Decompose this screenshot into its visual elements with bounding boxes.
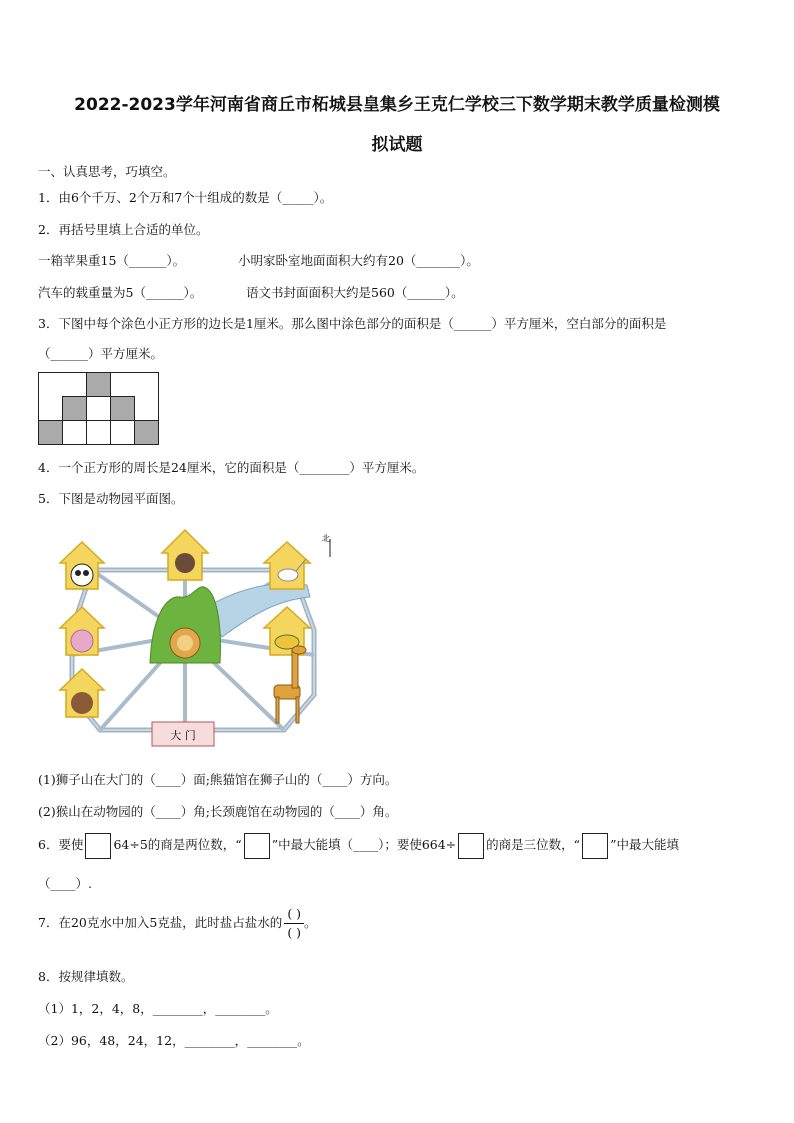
shaded-grid-figure [38,372,160,446]
blank-box[interactable] [582,833,608,859]
monkey-icon [71,692,93,714]
question-8-sub2: （2）96，48，24，12，________，________。 [38,1033,310,1048]
question-7 [38,905,317,942]
question-2-stem: 2．再括号里填上合适的单位。 [38,222,209,237]
doc-title-line2: 拟试题 [371,135,423,155]
fraction-denominator: ( ) [287,925,302,940]
question-8-stem: 8．按规律填数。 [38,969,134,984]
q6-part3: ”中最大能填（____）；要使664÷ [271,837,457,852]
question-3-line1: 3．下图中每个涂色小正方形的边长是1厘米。那么图中涂色部分的面积是（______）平方厘米，空白部分的面积是 [38,316,667,331]
fraction-blank[interactable] [284,905,304,942]
question-1: 1．由6个千万、2个万和7个十组成的数是（_____）。 [38,190,333,205]
gorilla-icon [175,553,195,573]
zoo-map-figure [52,525,342,757]
question-2-b: 小明家卧室地面面积大约有20（_______）。 [238,253,479,268]
house-crane [264,542,310,589]
question-2-a: 一箱苹果重15（______）。 [38,253,186,268]
q6-part5: ”中最大能填 [610,837,679,852]
q7-end: 。 [304,915,317,930]
fraction-numerator: ( ) [284,905,304,924]
q6-part4: 的商是三位数，“ [486,837,581,852]
north-label: 北 [322,534,330,543]
question-6-line1 [38,830,679,860]
shaded-square [39,421,63,445]
question-5-stem: 5．下图是动物园平面图。 [38,491,184,506]
question-2-d: 语文书封面面积大约是560（______）。 [246,285,464,300]
blank-box[interactable] [85,833,111,859]
doc-title-line1: 2022-2023学年河南省商丘市柘城县皇集乡王克仁学校三下数学期末教学质量检测模 [74,95,720,115]
blank-box[interactable] [458,833,484,859]
shaded-square [111,397,135,421]
shaded-square [63,397,87,421]
question-3-line2: （______）平方厘米。 [38,346,164,361]
question-6-line2: （____）. [38,876,92,891]
shaded-square [135,421,159,445]
question-5-sub1: (1)狮子山在大门的（____）面;熊猫馆在狮子山的（____）方向。 [38,772,398,787]
shaded-square [87,373,111,397]
question-8-sub1: （1）1，2，4，8，________，________。 [38,1001,278,1016]
section-heading: 一、认真思考，巧填空。 [38,164,176,179]
q6-part2: 64÷5的商是两位数，“ [113,837,242,852]
gate-label: 大 门 [170,729,196,742]
question-4: 4．一个正方形的周长是24厘米，它的面积是（________）平方厘米。 [38,460,425,475]
question-5-sub2: (2)猴山在动物园的（____）角;长颈鹿馆在动物园的（____）角。 [38,804,398,819]
panda-icon [71,564,93,586]
question-2-c: 汽车的载重量为5（______）。 [38,285,203,300]
q6-part1: 6．要使 [38,837,84,852]
blank-box[interactable] [244,833,270,859]
elephant-icon [71,630,93,652]
q7-text: 7．在20克水中加入5克盐，此时盐占盐水的 [38,915,283,930]
